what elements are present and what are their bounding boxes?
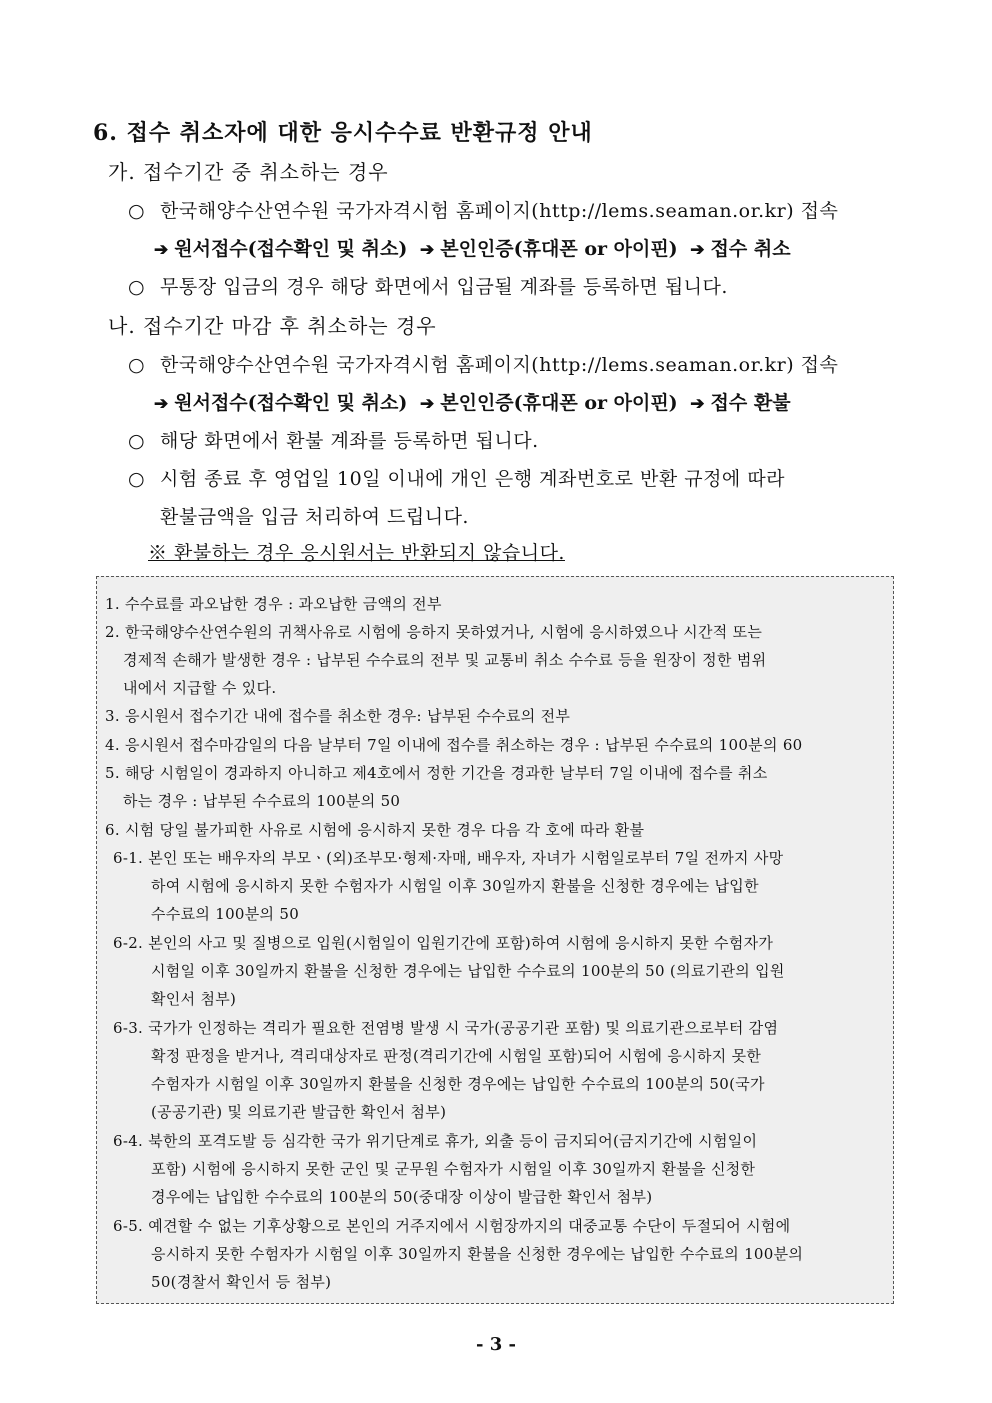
rule-line: 경제적 손해가 발생한 경우 : 납부된 수수료의 전부 및 교통비 취소 수수료 등을 원장이 정한 범위: [123, 651, 767, 669]
circle-bullet-icon: ○: [128, 468, 146, 490]
flow-step: 본인인증(휴대폰 or 아이핀): [440, 392, 678, 414]
circle-bullet-icon: ○: [128, 430, 146, 452]
list-item: [128, 350, 838, 377]
flow-step: 원서접수(접수확인 및 취소): [174, 238, 408, 260]
arrow-right-icon: ➔: [154, 394, 169, 414]
section-title: 6. 접수 취소자에 대한 응시수수료 반환규정 안내: [93, 120, 593, 146]
rule-line: (공공기관) 및 의료기관 발급한 확인서 첨부): [151, 1103, 447, 1121]
refund-rules-box: [96, 576, 894, 1304]
rule-line: 6-4. 북한의 포격도발 등 심각한 국가 위기단계로 휴가, 외출 등이 금지되어(금지기간에 시험일이: [113, 1132, 758, 1150]
arrow-right-icon: ➔: [690, 394, 705, 414]
rule-line: 1. 수수료를 과오납한 경우 : 과오납한 금액의 전부: [105, 595, 442, 613]
rule-line: 응시하지 못한 수험자가 시험일 이후 30일까지 환불을 신청한 경우에는 납입한 수수료의 100분의: [151, 1245, 804, 1263]
rule-line: 3. 응시원서 접수기간 내에 접수를 취소한 경우: 납부된 수수료의 전부: [105, 707, 571, 725]
rule-line: 확정 판정을 받거나, 격리대상자로 판정(격리기간에 시험일 포함)되어 시험에 응시하지 못한: [151, 1047, 762, 1065]
rule-line: 50(경찰서 확인서 등 첨부): [151, 1273, 332, 1291]
rule-line: 하여 시험에 응시하지 못한 수험자가 시험일 이후 30일까지 환불을 신청한 경우에는 납입한: [151, 877, 759, 895]
item-text: 시험 종료 후 영업일 10일 이내에 개인 은행 계좌번호로 반환 규정에 따라: [160, 468, 786, 490]
rule-line: 6-3. 국가가 인정하는 격리가 필요한 전염병 발생 시 국가(공공기관 포함) 및 의료기관으로부터 감염: [113, 1019, 779, 1037]
list-item: [128, 196, 838, 223]
rule-line: 6-1. 본인 또는 배우자의 부모ㆍ(외)조부모·형제·자매, 배우자, 자녀가 시험일로부터 7일 전까지 사망: [113, 849, 784, 867]
subsection-heading-ga: 가. 접수기간 중 취소하는 경우: [108, 160, 389, 184]
procedure-flow: [148, 388, 791, 415]
circle-bullet-icon: ○: [128, 200, 146, 222]
list-item: [128, 464, 785, 491]
rule-line: 6-2. 본인의 사고 및 질병으로 입원(시험일이 입원기간에 포함)하여 시험에 응시하지 못한 수험자가: [113, 934, 774, 952]
rule-line: 수수료의 100분의 50: [151, 905, 300, 923]
subsection-heading-na: 나. 접수기간 마감 후 취소하는 경우: [108, 314, 437, 338]
item-text: 한국해양수산연수원 국가자격시험 홈페이지(http://lems.seaman.or.kr) 접속: [160, 200, 839, 222]
page-number: - 3 -: [476, 1334, 516, 1355]
rule-line: 포함) 시험에 응시하지 못한 군인 및 군무원 수험자가 시험일 이후 30일까지 환불을 신청한: [151, 1160, 756, 1178]
arrow-right-icon: ➔: [419, 240, 435, 260]
rule-line: 2. 한국해양수산연수원의 귀책사유로 시험에 응하지 못하였거나, 시험에 응시하였으나 시간적 또는: [105, 623, 763, 641]
circle-bullet-icon: ○: [128, 354, 146, 376]
arrow-right-icon: ➔: [154, 240, 169, 260]
rule-line: 수험자가 시험일 이후 30일까지 환불을 신청한 경우에는 납입한 수수료의 100분의 50(국가: [151, 1075, 765, 1093]
rule-line: 경우에는 납입한 수수료의 100분의 50(중대장 이상이 발급한 확인서 첨부): [151, 1188, 653, 1206]
item-text: 무통장 입금의 경우 해당 화면에서 입금될 계좌를 등록하면 됩니다.: [160, 276, 728, 298]
circle-bullet-icon: ○: [128, 276, 146, 298]
flow-step: 접수 환불: [710, 392, 791, 414]
flow-step: 원서접수(접수확인 및 취소): [174, 392, 408, 414]
flow-step: 접수 취소: [710, 238, 791, 260]
refund-note: ※ 환불하는 경우 응시원서는 반환되지 않습니다.: [148, 542, 565, 564]
arrow-right-icon: ➔: [690, 240, 705, 260]
rule-line: 내에서 지급할 수 있다.: [123, 679, 277, 697]
rule-line: 6. 시험 당일 불가피한 사유로 시험에 응시하지 못한 경우 다음 각 호에 따라 환불: [105, 821, 645, 839]
rule-line: 5. 해당 시험일이 경과하지 아니하고 제4호에서 정한 기간을 경과한 날부터 7일 이내에 접수를 취소: [105, 764, 768, 782]
item-text: 해당 화면에서 환불 계좌를 등록하면 됩니다.: [160, 430, 539, 452]
rule-line: 6-5. 예견할 수 없는 기후상황으로 본인의 거주지에서 시험장까지의 대중교통 수단이 두절되어 시험에: [113, 1217, 791, 1235]
arrow-right-icon: ➔: [419, 394, 435, 414]
flow-step: 본인인증(휴대폰 or 아이핀): [440, 238, 678, 260]
item-text-continued: 환불금액을 입금 처리하여 드립니다.: [160, 506, 469, 528]
rule-line: 확인서 첨부): [151, 990, 237, 1008]
rule-line: 하는 경우 : 납부된 수수료의 100분의 50: [123, 792, 401, 810]
item-text: 한국해양수산연수원 국가자격시험 홈페이지(http://lems.seaman.or.kr) 접속: [160, 354, 839, 376]
list-item: [128, 272, 728, 299]
rule-line: 시험일 이후 30일까지 환불을 신청한 경우에는 납입한 수수료의 100분의 50 (의료기관의 입원: [151, 962, 785, 980]
procedure-flow: [148, 234, 791, 261]
rule-line: 4. 응시원서 접수마감일의 다음 날부터 7일 이내에 접수를 취소하는 경우 : 납부된 수수료의 100분의 60: [105, 736, 803, 754]
list-item: [128, 426, 539, 453]
